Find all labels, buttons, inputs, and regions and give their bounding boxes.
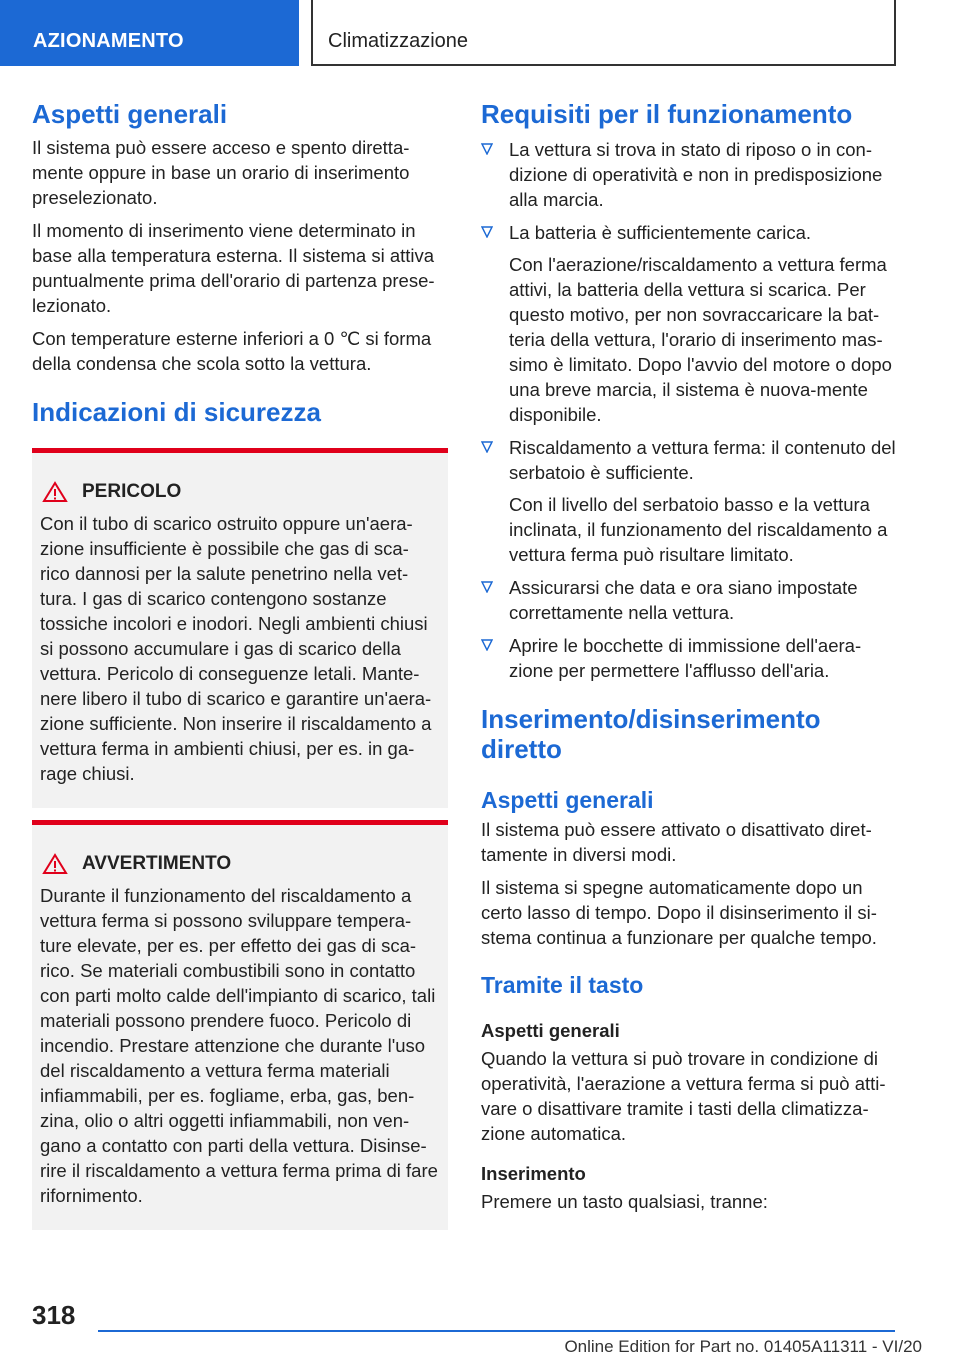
heading-button: Tramite il tasto xyxy=(481,972,644,999)
list-item-text: La batteria è sufficientemente carica. xyxy=(509,221,811,243)
heading-safety: Indicazioni di sicurezza xyxy=(32,396,321,427)
triangle-bullet-icon xyxy=(481,639,493,651)
requirements-list xyxy=(481,137,896,683)
warning-title-text: AVVERTIMENTO xyxy=(82,852,232,874)
list-item xyxy=(481,220,896,427)
triangle-bullet-icon xyxy=(481,143,493,155)
list-item-note: Con l'aerazione/riscaldamento a vettura ferma attivi, la batteria della vettura si scarica. Per questo motivo, per non sovraccaricare la bat-teria della vettura, l'orario di inserimento mas-simo è limitato. Dopo l'avvio del motore o dopo una breve marcia, il sistema è nuova-mente disponibile. xyxy=(509,253,892,425)
warning-title xyxy=(40,853,438,875)
danger-title xyxy=(40,481,438,503)
paragraph-button-1: Quando la vettura si può trovare in condizione di operatività, l'aerazione a vettura ferma si può atti-vare o disattivare tramite i tasti della climatizza-zione automatica. xyxy=(481,1047,886,1144)
list-item xyxy=(481,633,896,683)
paragraph-general-1: Il sistema può essere acceso e spento diretta-mente oppure in base un orario di inserimento preselezionato. xyxy=(32,136,410,208)
danger-box xyxy=(32,448,448,808)
heading-general-3: Aspetti generali xyxy=(481,1019,620,1041)
list-item-note: Con il livello del serbatoio basso e la vettura inclinata, il funzionamento del riscaldamento a vettura ferma può risultare limitato. xyxy=(509,493,888,565)
heading-general-2: Aspetti generali xyxy=(481,786,654,813)
list-item xyxy=(481,575,896,625)
heading-direct: Inserimento/disinserimento diretto xyxy=(481,703,821,764)
warning-text: Durante il funzionamento del riscaldamento a vettura ferma si possono sviluppare tempera-ture elevate, per es. per effetto dei gas di sca-rico. Se materiali combustibili sono in contatto con parti molto calde dell'impianto di scarico, tali materiali possono prendere fuoco. Pericolo di incendio. Prestare attenzione che durante l'uso del riscaldamento a vettura ferma materiali infiammabili, per es. fogliame, erba, gas, ben-zina, olio o altri oggetti infiammabili, non ven-gano a contatto con parti della vettura. Disinse-rire il riscaldamento a vettura ferma prima di fare rifornimento. xyxy=(40,884,438,1206)
heading-general: Aspetti generali xyxy=(32,99,228,129)
list-item-text: Riscaldamento a vettura ferma: il contenuto del serbatoio è sufficiente. xyxy=(509,436,896,483)
list-item xyxy=(481,435,896,567)
triangle-bullet-icon xyxy=(481,226,493,238)
list-item-text: Assicurarsi che data e ora siano impostate correttamente nella vettura. xyxy=(509,576,858,623)
danger-text: Con il tubo di scarico ostruito oppure un'aera-zione insufficiente è possibile che gas di sca-rico dannosi per la salute penetrino nella vet-tura. I gas di scarico contengono sostanze tossiche incolori e inodori. Negli ambienti chiusi si possono accumulare i gas di scarico della vettura. Pericolo di conseguenze letali. Mante-nere libero il tubo di scarico e garantire un'aera-zione sufficiente. Non inserire il riscaldamento a vettura ferma in ambienti chiusi, per es. in ga-rage chiusi. xyxy=(40,512,432,784)
paragraph-direct-1: Il sistema può essere attivato o disattivato diret-tamente in diversi modi. xyxy=(481,819,872,866)
header-section-label: AZIONAMENTO xyxy=(33,30,184,52)
paragraph-general-2: Il momento di inserimento viene determinato in base alla temperatura esterna. Il sistema si attiva puntualmente prima dell'orario di partenza prese-lezionato. xyxy=(32,219,435,316)
warning-triangle-icon xyxy=(42,853,68,875)
warning-triangle-icon xyxy=(42,481,68,503)
list-item-text: Aprire le bocchette di immissione dell'aera-zione per permettere l'afflusso dell'aria. xyxy=(509,634,862,681)
footer-edition: Online Edition for Part no. 01405A11311 - VI/20 xyxy=(564,1337,922,1356)
header-section-tab xyxy=(0,0,299,66)
header-chapter-label: Climatizzazione xyxy=(328,30,469,52)
paragraph-general-3: Con temperature esterne inferiori a 0 ℃ si forma della condensa che scola sotto la vettura. xyxy=(32,327,432,374)
list-item xyxy=(481,137,896,212)
heading-activation: Inserimento xyxy=(481,1162,586,1184)
list-item-text: La vettura si trova in stato di riposo o in con-dizione di operatività e non in predisposizione alla marcia. xyxy=(509,138,883,210)
right-column xyxy=(481,100,896,1214)
danger-title-text: PERICOLO xyxy=(82,480,182,502)
triangle-bullet-icon xyxy=(481,581,493,593)
paragraph-activation: Premere un tasto qualsiasi, tranne: xyxy=(481,1190,768,1212)
heading-requirements: Requisiti per il funzionamento xyxy=(481,99,853,129)
left-column xyxy=(32,100,448,1230)
footer-divider xyxy=(98,1330,895,1332)
paragraph-direct-2: Il sistema si spegne automaticamente dopo un certo lasso di tempo. Dopo il disinserimento il si-stema continua a funzionare per qualche tempo. xyxy=(481,877,877,949)
page-number: 318 xyxy=(32,1300,76,1330)
triangle-bullet-icon xyxy=(481,441,493,453)
warning-box xyxy=(32,820,448,1230)
header-chapter-box xyxy=(311,0,896,66)
